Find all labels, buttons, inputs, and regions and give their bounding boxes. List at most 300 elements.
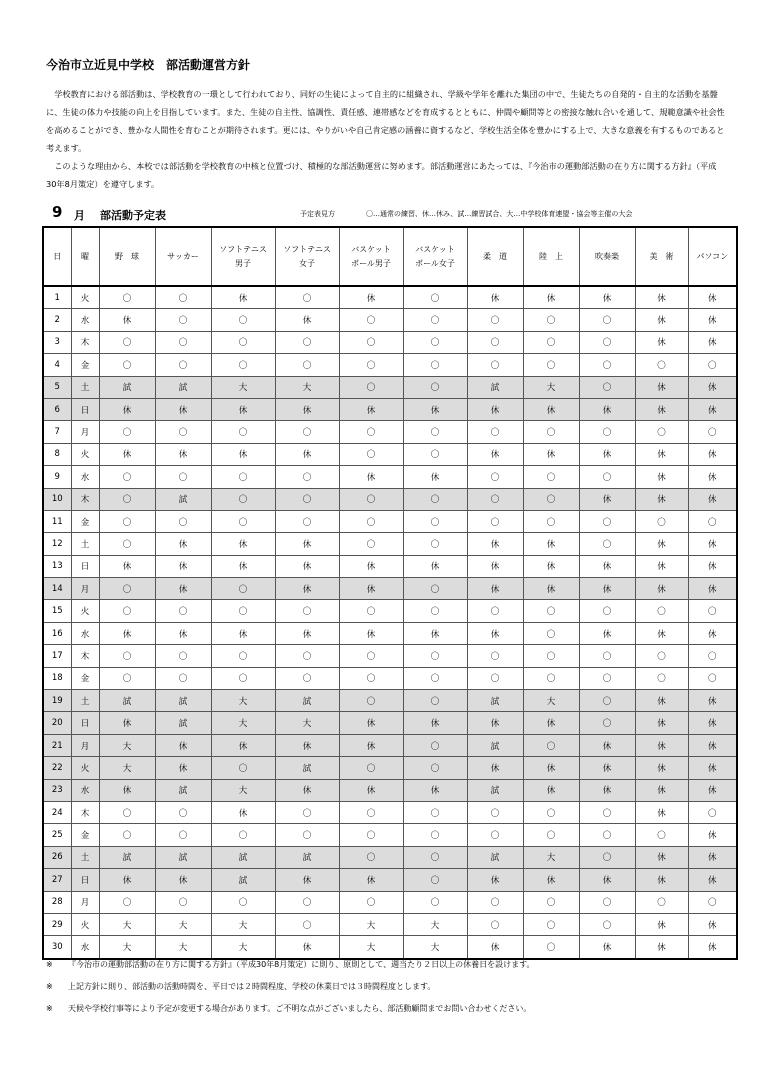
status-cell: 〇: [275, 667, 339, 689]
status-cell: 休: [579, 936, 635, 959]
status-cell: 休: [275, 443, 339, 465]
status-cell: 〇: [155, 331, 211, 353]
status-cell: 休: [635, 734, 688, 756]
status-cell: 〇: [403, 421, 467, 443]
status-cell: 〇: [688, 667, 737, 689]
status-cell: 休: [275, 869, 339, 891]
column-header: [155, 227, 211, 286]
status-cell: 休: [339, 466, 403, 488]
status-cell: 休: [467, 533, 523, 555]
status-cell: 休: [688, 936, 737, 959]
day-cell: 12: [43, 533, 71, 555]
status-cell: 〇: [635, 510, 688, 532]
weekday-cell: 火: [71, 913, 99, 935]
status-cell: 〇: [403, 734, 467, 756]
status-cell: 〇: [579, 667, 635, 689]
footnotes: [46, 954, 736, 1020]
status-cell: 休: [688, 309, 737, 331]
weekday-cell: 月: [71, 578, 99, 600]
column-header-label: 柔 道: [483, 251, 507, 261]
day-cell: 29: [43, 913, 71, 935]
status-cell: 休: [688, 779, 737, 801]
status-cell: 休: [467, 622, 523, 644]
status-cell: 試: [99, 376, 155, 398]
status-cell: 試: [467, 690, 523, 712]
status-cell: 休: [579, 578, 635, 600]
status-cell: 〇: [155, 286, 211, 309]
status-cell: 〇: [99, 510, 155, 532]
status-cell: 休: [211, 801, 275, 823]
status-cell: 〇: [403, 354, 467, 376]
status-cell: 大: [99, 734, 155, 756]
status-cell: 〇: [211, 578, 275, 600]
status-cell: 〇: [211, 488, 275, 510]
status-cell: 〇: [211, 309, 275, 331]
status-cell: 〇: [579, 376, 635, 398]
status-cell: 休: [688, 869, 737, 891]
weekday-cell: 月: [71, 891, 99, 913]
status-cell: 〇: [211, 354, 275, 376]
status-cell: 大: [211, 690, 275, 712]
column-header-label: 美 術: [649, 251, 674, 261]
day-cell: 27: [43, 869, 71, 891]
status-cell: 休: [403, 555, 467, 577]
table-row: [43, 510, 737, 532]
status-cell: 〇: [523, 622, 579, 644]
status-cell: 〇: [688, 354, 737, 376]
status-cell: 休: [339, 779, 403, 801]
status-cell: 〇: [688, 510, 737, 532]
weekday-cell: 日: [71, 869, 99, 891]
status-cell: 〇: [523, 600, 579, 622]
weekday-cell: 水: [71, 936, 99, 959]
table-row: [43, 645, 737, 667]
status-cell: 〇: [339, 510, 403, 532]
table-row: [43, 891, 737, 913]
table-row: [43, 286, 737, 309]
column-header-sublabel: ボール男子: [351, 258, 391, 268]
table-row: [43, 555, 737, 577]
day-cell: 17: [43, 645, 71, 667]
footnote: [46, 976, 736, 998]
status-cell: 〇: [635, 824, 688, 846]
table-row: [43, 331, 737, 353]
status-cell: 大: [523, 846, 579, 868]
column-header: [43, 227, 71, 286]
status-cell: 大: [211, 936, 275, 959]
table-row: [43, 757, 737, 779]
status-cell: 〇: [467, 354, 523, 376]
status-cell: 〇: [403, 488, 467, 510]
table-row: [43, 466, 737, 488]
footnote: [46, 954, 736, 976]
status-cell: 試: [467, 846, 523, 868]
status-cell: 休: [635, 309, 688, 331]
table-row: [43, 443, 737, 465]
status-cell: 休: [403, 779, 467, 801]
status-cell: 〇: [339, 690, 403, 712]
table-row: [43, 578, 737, 600]
status-cell: 大: [403, 913, 467, 935]
status-cell: 休: [688, 734, 737, 756]
footnote-text: 『今治市の運動部活動の在り方に関する方針』（平成30年8月策定）に則り、原則として、週当たり２日以上の休養日を設けます。: [68, 960, 535, 969]
table-row: [43, 309, 737, 331]
status-cell: 休: [155, 555, 211, 577]
day-cell: 23: [43, 779, 71, 801]
column-header-label: 日: [53, 251, 62, 261]
table-row: [43, 869, 737, 891]
status-cell: 〇: [211, 600, 275, 622]
footnote-text: 天候や学校行事等により予定が変更する場合があります。ご不明な点がございましたら、部活動顧問までお問い合わせください。: [68, 1004, 532, 1013]
status-cell: 大: [275, 712, 339, 734]
day-cell: 14: [43, 578, 71, 600]
status-cell: 休: [339, 734, 403, 756]
status-cell: 休: [688, 578, 737, 600]
status-cell: 休: [99, 555, 155, 577]
status-cell: 〇: [467, 600, 523, 622]
status-cell: 休: [579, 869, 635, 891]
status-cell: 試: [155, 846, 211, 868]
status-cell: 〇: [275, 891, 339, 913]
status-cell: 休: [635, 488, 688, 510]
status-cell: 〇: [579, 913, 635, 935]
status-cell: 休: [211, 443, 275, 465]
status-cell: 〇: [403, 578, 467, 600]
weekday-cell: 木: [71, 645, 99, 667]
status-cell: 休: [339, 286, 403, 309]
status-cell: 〇: [403, 667, 467, 689]
weekday-cell: 月: [71, 734, 99, 756]
status-cell: 〇: [99, 600, 155, 622]
column-header-label: ソフトテニス: [283, 244, 331, 254]
status-cell: 休: [635, 936, 688, 959]
status-cell: 休: [688, 913, 737, 935]
column-header: [99, 227, 155, 286]
status-cell: 〇: [403, 600, 467, 622]
status-cell: 〇: [99, 421, 155, 443]
status-cell: 休: [467, 578, 523, 600]
status-cell: 休: [635, 466, 688, 488]
table-header-row: [43, 227, 737, 286]
status-cell: 〇: [579, 690, 635, 712]
status-cell: 〇: [467, 510, 523, 532]
status-cell: 休: [99, 309, 155, 331]
status-cell: 〇: [403, 533, 467, 555]
status-cell: 休: [99, 869, 155, 891]
status-cell: 休: [635, 555, 688, 577]
status-cell: 〇: [523, 913, 579, 935]
status-cell: 〇: [523, 331, 579, 353]
column-header-sublabel: ボール女子: [415, 258, 455, 268]
column-header: [523, 227, 579, 286]
column-header-sublabel: 女子: [299, 258, 315, 268]
status-cell: 試: [155, 712, 211, 734]
schedule-table: [42, 226, 738, 960]
table-row: [43, 398, 737, 420]
status-cell: 〇: [99, 891, 155, 913]
status-cell: 〇: [467, 891, 523, 913]
status-cell: 〇: [579, 510, 635, 532]
table-row: [43, 421, 737, 443]
schedule-header: [50, 205, 730, 223]
day-cell: 20: [43, 712, 71, 734]
weekday-cell: 金: [71, 510, 99, 532]
status-cell: 休: [339, 578, 403, 600]
status-cell: 〇: [155, 667, 211, 689]
status-cell: 〇: [99, 667, 155, 689]
status-cell: 〇: [523, 801, 579, 823]
status-cell: 〇: [275, 645, 339, 667]
status-cell: 〇: [523, 309, 579, 331]
column-header: [688, 227, 737, 286]
weekday-cell: 日: [71, 555, 99, 577]
weekday-cell: 木: [71, 801, 99, 823]
status-cell: 〇: [99, 578, 155, 600]
status-cell: 〇: [211, 510, 275, 532]
status-cell: 〇: [688, 421, 737, 443]
status-cell: 休: [688, 846, 737, 868]
status-cell: 休: [635, 286, 688, 309]
status-cell: 〇: [339, 600, 403, 622]
status-cell: 休: [211, 533, 275, 555]
status-cell: 〇: [155, 421, 211, 443]
status-cell: 休: [523, 286, 579, 309]
status-cell: 〇: [688, 801, 737, 823]
status-cell: 休: [275, 734, 339, 756]
status-cell: 休: [211, 622, 275, 644]
day-cell: 30: [43, 936, 71, 959]
status-cell: 休: [275, 578, 339, 600]
table-row: [43, 376, 737, 398]
status-cell: 休: [688, 398, 737, 420]
status-cell: 〇: [275, 488, 339, 510]
status-cell: 休: [155, 578, 211, 600]
status-cell: 休: [339, 869, 403, 891]
status-cell: 休: [635, 622, 688, 644]
status-cell: 〇: [155, 801, 211, 823]
status-cell: 〇: [635, 891, 688, 913]
status-cell: 大: [99, 913, 155, 935]
status-cell: 〇: [99, 801, 155, 823]
status-cell: 休: [523, 443, 579, 465]
status-cell: 〇: [403, 309, 467, 331]
status-cell: 〇: [403, 846, 467, 868]
status-cell: 〇: [155, 891, 211, 913]
status-cell: 〇: [155, 309, 211, 331]
status-cell: 休: [523, 757, 579, 779]
status-cell: 試: [211, 846, 275, 868]
table-row: [43, 846, 737, 868]
status-cell: 休: [467, 443, 523, 465]
legend-text: 〇…通常の練習、休…休み、試…練習試合、大…中学校体育連盟・協会等主催の大会: [366, 210, 633, 218]
table-row: [43, 801, 737, 823]
status-cell: 休: [635, 690, 688, 712]
column-header: [71, 227, 99, 286]
status-cell: 〇: [579, 801, 635, 823]
status-cell: 〇: [403, 443, 467, 465]
status-cell: 休: [211, 286, 275, 309]
weekday-cell: 火: [71, 757, 99, 779]
intro-text: [46, 85, 726, 193]
status-cell: 〇: [155, 510, 211, 532]
status-cell: 休: [579, 286, 635, 309]
day-cell: 11: [43, 510, 71, 532]
weekday-cell: 木: [71, 331, 99, 353]
status-cell: 休: [467, 555, 523, 577]
status-cell: 〇: [635, 667, 688, 689]
table-row: [43, 913, 737, 935]
status-cell: 休: [275, 936, 339, 959]
status-cell: 休: [275, 779, 339, 801]
status-cell: 休: [688, 824, 737, 846]
status-cell: 休: [467, 757, 523, 779]
status-cell: 〇: [403, 891, 467, 913]
status-cell: 〇: [688, 645, 737, 667]
status-cell: 〇: [523, 891, 579, 913]
column-header-label: ソフトテニス: [219, 244, 267, 254]
status-cell: 〇: [403, 376, 467, 398]
status-cell: 〇: [467, 466, 523, 488]
table-row: [43, 488, 737, 510]
status-cell: 〇: [339, 891, 403, 913]
status-cell: 休: [523, 578, 579, 600]
table-row: [43, 734, 737, 756]
status-cell: 休: [467, 286, 523, 309]
status-cell: 〇: [579, 824, 635, 846]
column-header-label: 陸 上: [539, 251, 563, 261]
footnote-mark: ※: [46, 960, 53, 969]
column-header-label: 野 球: [115, 251, 139, 261]
status-cell: 〇: [403, 801, 467, 823]
status-cell: 〇: [579, 354, 635, 376]
status-cell: 〇: [211, 757, 275, 779]
status-cell: 休: [275, 398, 339, 420]
status-cell: 休: [688, 555, 737, 577]
weekday-cell: 土: [71, 376, 99, 398]
status-cell: 休: [403, 622, 467, 644]
status-cell: 〇: [275, 331, 339, 353]
weekday-cell: 金: [71, 667, 99, 689]
status-cell: 休: [275, 555, 339, 577]
status-cell: 休: [339, 712, 403, 734]
status-cell: 〇: [467, 913, 523, 935]
status-cell: 〇: [579, 600, 635, 622]
status-cell: 〇: [211, 667, 275, 689]
column-header-label: パソコン: [696, 251, 729, 261]
status-cell: 休: [688, 533, 737, 555]
table-body: [43, 286, 737, 959]
status-cell: 休: [688, 690, 737, 712]
weekday-cell: 金: [71, 824, 99, 846]
day-cell: 15: [43, 600, 71, 622]
status-cell: 休: [467, 869, 523, 891]
status-cell: 休: [635, 533, 688, 555]
status-cell: 休: [635, 846, 688, 868]
status-cell: 〇: [339, 824, 403, 846]
status-cell: 休: [635, 869, 688, 891]
status-cell: 休: [403, 466, 467, 488]
status-cell: 大: [523, 690, 579, 712]
status-cell: 〇: [403, 824, 467, 846]
status-cell: 休: [211, 734, 275, 756]
status-cell: 〇: [523, 645, 579, 667]
status-cell: 休: [211, 398, 275, 420]
status-cell: 休: [579, 443, 635, 465]
status-cell: 〇: [523, 667, 579, 689]
status-cell: 〇: [523, 936, 579, 959]
status-cell: 休: [523, 555, 579, 577]
table-row: [43, 354, 737, 376]
status-cell: 〇: [275, 801, 339, 823]
column-header-label: バスケット: [415, 244, 455, 254]
status-cell: 休: [523, 398, 579, 420]
status-cell: 休: [688, 286, 737, 309]
status-cell: 〇: [579, 712, 635, 734]
weekday-cell: 火: [71, 600, 99, 622]
table-row: [43, 667, 737, 689]
status-cell: 大: [99, 936, 155, 959]
status-cell: 休: [467, 398, 523, 420]
status-cell: 試: [275, 846, 339, 868]
status-cell: 試: [155, 690, 211, 712]
status-cell: 〇: [339, 757, 403, 779]
status-cell: 休: [211, 555, 275, 577]
status-cell: 〇: [467, 488, 523, 510]
status-cell: 〇: [155, 645, 211, 667]
day-cell: 8: [43, 443, 71, 465]
weekday-cell: 火: [71, 286, 99, 309]
status-cell: 〇: [155, 824, 211, 846]
day-cell: 9: [43, 466, 71, 488]
status-cell: 〇: [275, 466, 339, 488]
table-row: [43, 779, 737, 801]
status-cell: 試: [467, 734, 523, 756]
day-cell: 18: [43, 667, 71, 689]
status-cell: 〇: [579, 466, 635, 488]
status-cell: 休: [523, 779, 579, 801]
status-cell: 〇: [275, 913, 339, 935]
status-cell: 大: [211, 376, 275, 398]
status-cell: 休: [635, 331, 688, 353]
status-cell: 休: [579, 622, 635, 644]
status-cell: 試: [275, 757, 339, 779]
status-cell: 休: [635, 376, 688, 398]
status-cell: 休: [635, 801, 688, 823]
status-cell: 〇: [467, 645, 523, 667]
footnote-text: 上記方針に則り、部活動の活動時間を、平日では２時間程度、学校の休業日では３時間程度とします。: [68, 982, 436, 991]
status-cell: 休: [635, 398, 688, 420]
status-cell: 〇: [339, 801, 403, 823]
status-cell: 〇: [523, 488, 579, 510]
status-cell: 〇: [579, 331, 635, 353]
status-cell: 休: [635, 913, 688, 935]
weekday-cell: 木: [71, 488, 99, 510]
page-title: 今治市立近見中学校 部活動運営方針: [46, 58, 251, 72]
intro-paragraph-1: 学校教育における部活動は、学校教育の一環として行われており、同好の生徒によって自主的に組織され、学級や学年を離れた集団の中で、生徒たちの自発的・自主的な活動を基盤に、生徒の体力や技能の向上を目指しています。また、生徒の自主性、協調性、責任感、連帯感などを育成するとともに、仲間や顧問等との密接な触れ合いを通して、規範意識や社会性を高めることができ、豊かな人間性を育むことが期待されます。更には、やりがいや自己肯定感の涵養に資するなど、学校生活全体を豊かにする上で、大きな意義を有するものであると考えます。: [46, 89, 725, 153]
status-cell: 〇: [635, 645, 688, 667]
status-cell: 〇: [339, 421, 403, 443]
weekday-cell: 土: [71, 533, 99, 555]
weekday-cell: 金: [71, 354, 99, 376]
day-cell: 28: [43, 891, 71, 913]
day-cell: 19: [43, 690, 71, 712]
status-cell: 〇: [467, 331, 523, 353]
status-cell: 休: [155, 757, 211, 779]
status-cell: 休: [688, 712, 737, 734]
day-cell: 10: [43, 488, 71, 510]
status-cell: 休: [403, 712, 467, 734]
weekday-cell: 日: [71, 398, 99, 420]
